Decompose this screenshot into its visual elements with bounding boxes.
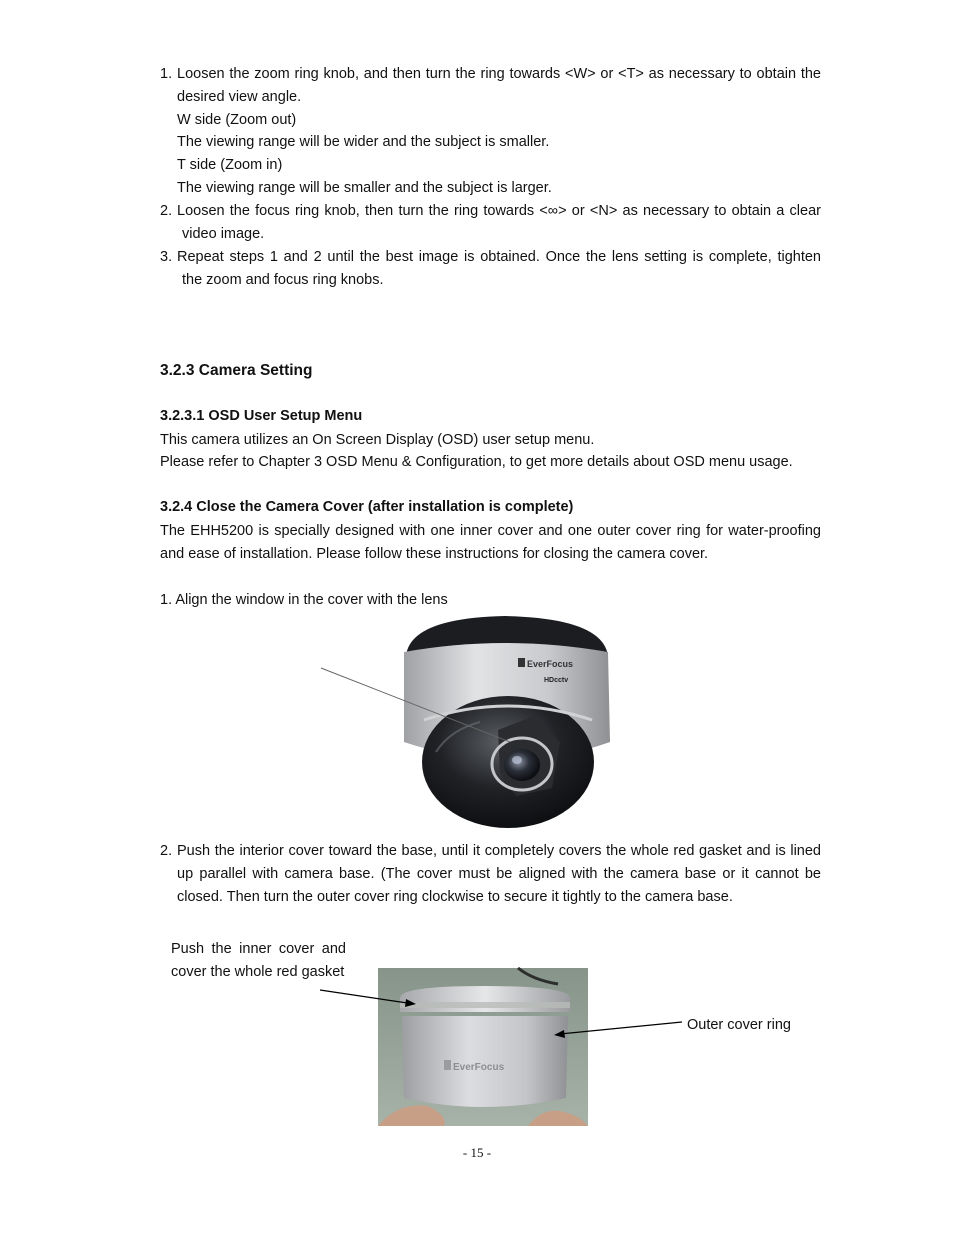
osd-paragraph-2: Please refer to Chapter 3 OSD Menu & Configuration, to get more details about OSD menu usage. bbox=[160, 454, 793, 470]
close-step-2-number: 2. bbox=[160, 843, 173, 859]
step-3-line-1: Repeat steps 1 and 2 until the best image is obtained. Once the lens setting is complete, tighten bbox=[177, 249, 821, 265]
step-1-line-2: desired view angle. bbox=[177, 89, 302, 105]
w-side-description: The viewing range will be wider and the subject is smaller. bbox=[177, 134, 550, 150]
inner-cover-callout-line-2: cover the whole red gasket bbox=[171, 964, 345, 980]
t-side-description: The viewing range will be smaller and the subject is larger. bbox=[177, 180, 552, 196]
subsection-title-osd: 3.2.3.1 OSD User Setup Menu bbox=[160, 408, 363, 424]
osd-paragraph-1: This camera utilizes an On Screen Display (OSD) user setup menu. bbox=[160, 432, 595, 448]
step-2-line-1: Loosen the focus ring knob, then turn the ring towards <∞> or <N> as necessary to obtain a clear bbox=[177, 203, 821, 219]
photo-2-brand-logo: EverFocus bbox=[453, 1062, 505, 1073]
close-step-2-line-1: Push the interior cover toward the base, until it completely covers the whole red gasket and is lined bbox=[177, 843, 821, 859]
close-cover-paragraph-line-2: and ease of installation. Please follow these instructions for closing the camera cover. bbox=[160, 546, 709, 562]
step-2-line-2: video image. bbox=[182, 226, 265, 242]
page-number: - 15 - bbox=[462, 1145, 492, 1160]
inner-cover-callout-line-1: Push the inner cover and bbox=[171, 941, 346, 957]
step-3-number: 3. bbox=[160, 249, 173, 265]
step-1-number: 1. bbox=[160, 66, 173, 82]
dome-camera-photo bbox=[320, 612, 620, 830]
close-step-2-line-2: up parallel with camera base. (The cover must be aligned with the camera base or it cannot be bbox=[177, 866, 821, 882]
w-side-label: W side (Zoom out) bbox=[177, 112, 297, 128]
photo-1-hdcctv-badge: HDcctv bbox=[544, 677, 569, 684]
camera-cover-photo bbox=[318, 966, 688, 1128]
step-2-number: 2. bbox=[160, 203, 173, 219]
step-1-line-1: Loosen the zoom ring knob, and then turn the ring towards <W> or <T> as necessary to obtain the bbox=[177, 66, 821, 82]
section-title-camera-setting: 3.2.3 Camera Setting bbox=[160, 362, 313, 379]
photo-1-brand-logo: EverFocus bbox=[527, 659, 574, 669]
step-3-line-2: the zoom and focus ring knobs. bbox=[182, 272, 384, 288]
close-step-2-line-3: closed. Then turn the outer cover ring clockwise to secure it tightly to the camera base. bbox=[177, 889, 733, 905]
t-side-label: T side (Zoom in) bbox=[177, 157, 283, 173]
close-step-1: 1. Align the window in the cover with the lens bbox=[160, 592, 448, 608]
outer-cover-ring-callout: Outer cover ring bbox=[687, 1017, 791, 1033]
section-title-close-cover: 3.2.4 Close the Camera Cover (after installation is complete) bbox=[160, 499, 574, 515]
close-cover-paragraph-line-1: The EHH5200 is specially designed with one inner cover and one outer cover ring for water-proofing bbox=[160, 523, 821, 539]
